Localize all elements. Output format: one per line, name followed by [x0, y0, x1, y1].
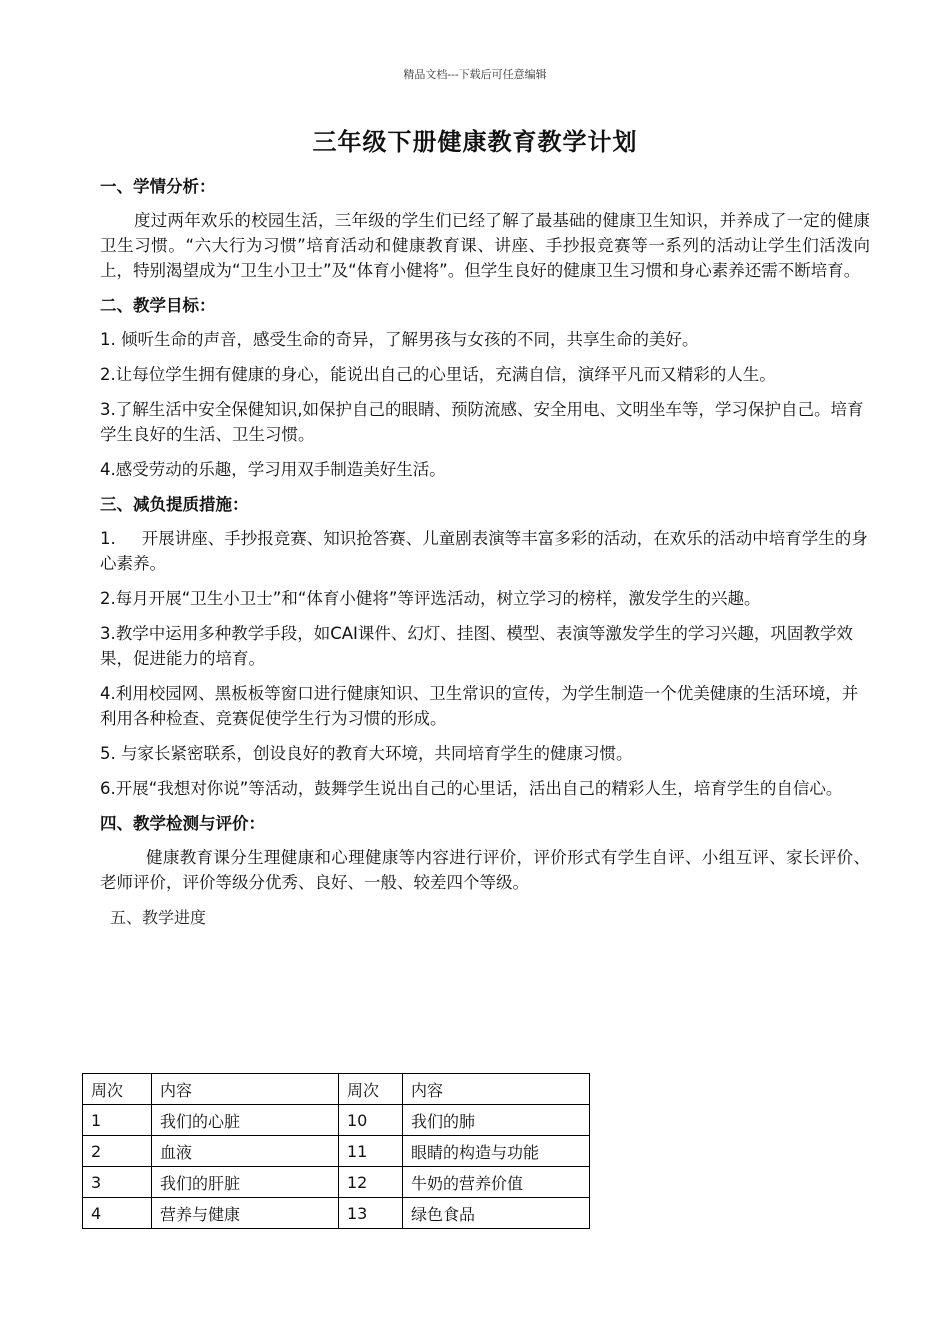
goal-item-number: 3. [100, 400, 116, 419]
table-row [83, 1167, 590, 1198]
measure-item [100, 741, 870, 766]
goal-item-number: 1. [100, 330, 116, 349]
table-cell: 牛奶的营养价值 [403, 1167, 590, 1198]
measure-item-number: 1. [100, 529, 116, 548]
table-cell: 4 [83, 1198, 152, 1229]
goal-item [100, 457, 870, 482]
table-cell: 血液 [152, 1136, 339, 1167]
goal-item-text: 倾听生命的声音，感受生命的奇异，了解男孩与女孩的不同，共享生命的美好。 [115, 330, 699, 349]
goal-item [100, 397, 870, 447]
table-header-cell: 周次 [339, 1074, 403, 1105]
measure-item [100, 621, 870, 671]
table-cell: 我们的心脏 [152, 1105, 339, 1136]
measure-item-number: 2. [100, 589, 116, 608]
measure-item [100, 586, 870, 611]
table-cell: 10 [339, 1105, 403, 1136]
table-header-row [83, 1074, 590, 1105]
table-cell: 眼睛的构造与功能 [403, 1136, 590, 1167]
table-row [83, 1198, 590, 1229]
measure-item [100, 776, 870, 801]
measure-item-number: 3. [100, 624, 116, 643]
table-header-cell: 内容 [152, 1074, 339, 1105]
measure-item-text: 每月开展“卫生小卫士”和“体育小健将”等评选活动，树立学习的榜样，激发学生的兴趣。 [115, 589, 761, 608]
measure-item-text: 教学中运用多种教学手段，如CAI课件、幻灯、挂图、模型、表演等激发学生的学习兴趣，巩固教学效果，促进能力的培育。 [100, 624, 853, 668]
section-heading-goals: 二、教学目标： [100, 296, 216, 315]
measure-item-text: 开展“我想对你说”等活动，鼓舞学生说出自己的心里话，活出自己的精彩人生，培育学生的自信心。 [115, 779, 843, 798]
goal-item-number: 2. [100, 365, 116, 384]
document-title: 三年级下册健康教育教学计划 [312, 127, 638, 156]
goal-item-number: 4. [100, 460, 116, 479]
goal-item-text: 让每位学生拥有健康的身心，能说出自己的心里话，充满自信，演绎平凡而又精彩的人生。 [115, 365, 776, 384]
measure-item-number: 4. [100, 684, 116, 703]
section-heading-measures: 三、减负提质措施： [100, 495, 249, 514]
table-cell: 12 [339, 1167, 403, 1198]
measure-item [100, 681, 870, 731]
table-cell: 1 [83, 1105, 152, 1136]
measure-item-text: 开展讲座、手抄报竞赛、知识抢答赛、儿童剧表演等丰富多彩的活动，在欢乐的活动中培育学生的身心素养。 [100, 529, 868, 573]
measure-item [100, 526, 870, 576]
section-heading-evaluation: 四、教学检测与评价： [100, 814, 265, 833]
section-heading-analysis: 一、学情分析： [100, 177, 216, 196]
measure-item-text: 利用校园网、黑板板等窗口进行健康知识、卫生常识的宣传，为学生制造一个优美健康的生活环境，并利用各种检查、竞赛促使学生行为习惯的形成。 [100, 684, 859, 728]
evaluation-paragraph: 健康教育课分生理健康和心理健康等内容进行评价，评价形式有学生自评、小组互评、家长评价、老师评价，评价等级分优秀、良好、一般、较差四个等级。 [100, 848, 870, 892]
table-row [83, 1105, 590, 1136]
table-cell: 3 [83, 1167, 152, 1198]
goal-item-text: 了解生活中安全保健知识,如保护自己的眼睛、预防流感、安全用电、文明坐车等，学习保护自己。培育学生良好的生活、卫生习惯。 [100, 400, 864, 444]
table-cell: 我们的肺 [403, 1105, 590, 1136]
section-heading-schedule: 五、教学进度 [110, 908, 207, 927]
goal-item [100, 327, 870, 352]
table-cell: 我们的肝脏 [152, 1167, 339, 1198]
table-cell: 2 [83, 1136, 152, 1167]
goal-item [100, 362, 870, 387]
measure-item-text: 与家长紧密联系，创设良好的教育大环境，共同培育学生的健康习惯。 [115, 744, 633, 763]
table-cell: 绿色食品 [403, 1198, 590, 1229]
table-cell: 11 [339, 1136, 403, 1167]
header-note: 精品文档---下载后可任意编辑 [403, 68, 547, 81]
table-row [83, 1136, 590, 1167]
table-header-cell: 周次 [83, 1074, 152, 1105]
table-cell: 营养与健康 [152, 1198, 339, 1229]
table-header-cell: 内容 [403, 1074, 590, 1105]
schedule-table [82, 1073, 590, 1229]
analysis-paragraph: 度过两年欢乐的校园生活，三年级的学生们已经了解了最基础的健康卫生知识，并养成了一定的健康卫生习惯。“六大行为习惯”培育活动和健康教育课、讲座、手抄报竞赛等一系列的活动让学生们活泼向上，特别渴望成为“卫生小卫士”及“体育小健将”。但学生良好的健康卫生习惯和身心素养还需不断培育。 [100, 211, 870, 280]
measure-item-number: 6. [100, 779, 116, 798]
table-cell: 13 [339, 1198, 403, 1229]
document-body [100, 174, 870, 938]
goal-item-text: 感受劳动的乐趣，学习用双手制造美好生活。 [115, 460, 446, 479]
measure-item-number: 5. [100, 744, 116, 763]
